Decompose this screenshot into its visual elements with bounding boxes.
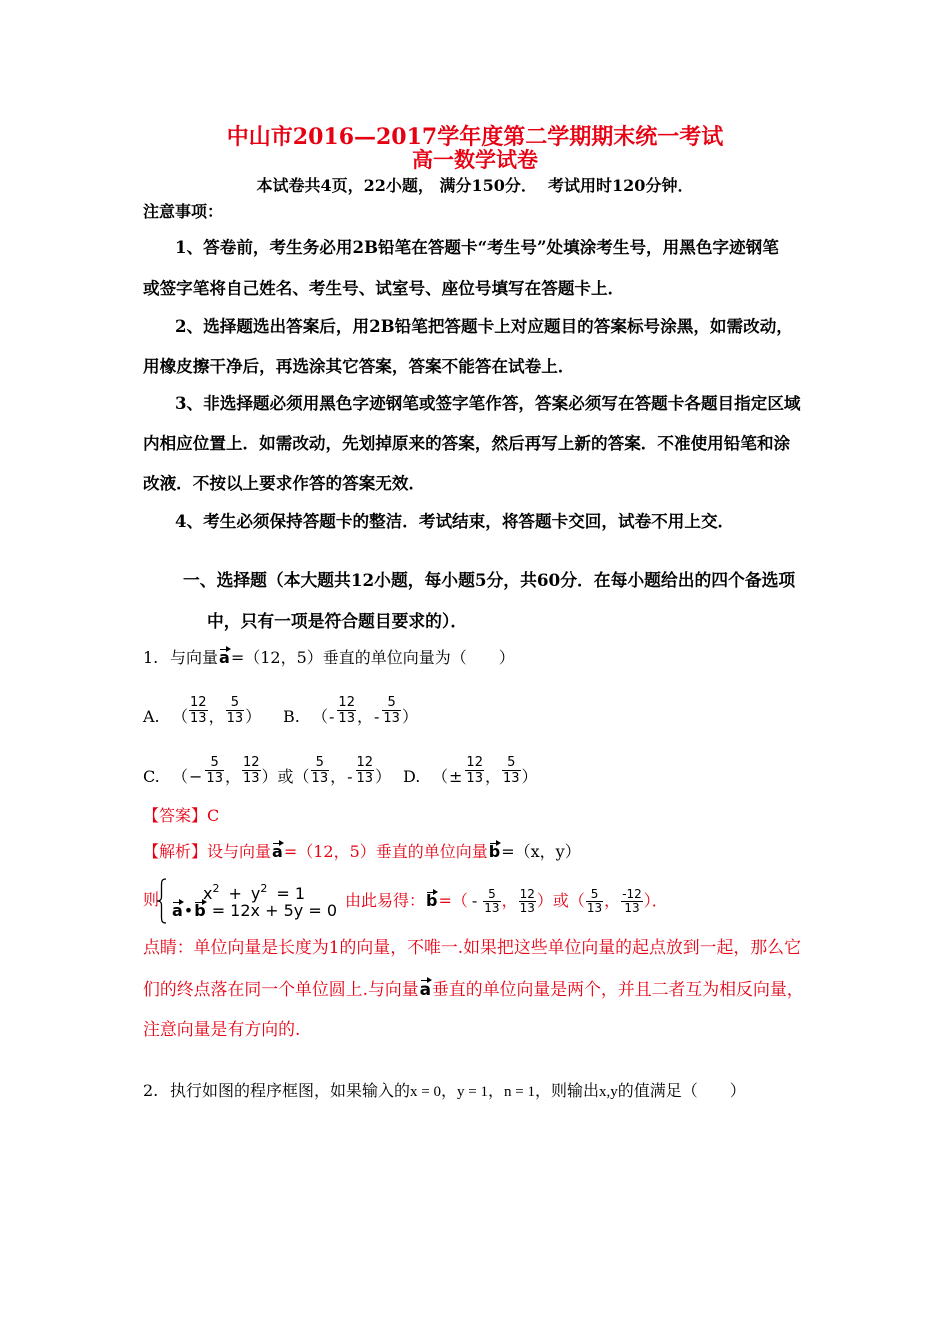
exponent: 2 [260, 882, 268, 895]
paren-close: ） [401, 707, 418, 726]
comma: ， [224, 767, 241, 786]
answer-value: C [207, 806, 220, 825]
denominator: 13 [502, 771, 520, 786]
numerator: -12 [622, 887, 642, 901]
paren-close: ） [375, 767, 392, 786]
numerator: 5 [226, 695, 245, 711]
paren-open: （ [172, 767, 189, 786]
comma: ， [604, 891, 621, 910]
minus-sign: - [329, 707, 335, 726]
option-a [143, 695, 262, 726]
numerator: 12 [356, 755, 374, 770]
fraction [205, 755, 224, 786]
comma: ， [484, 767, 501, 786]
exponent: 2 [212, 882, 220, 895]
stem-text: ，则输出 [534, 1081, 599, 1100]
var-y: y [250, 884, 261, 903]
fraction [465, 755, 484, 786]
stem-text: 与向量 [170, 648, 219, 667]
section-heading-continued: 中，只有一项是符合题目要求的）． [207, 611, 468, 631]
paren-close: ） [521, 767, 538, 786]
denominator: 13 [624, 901, 640, 915]
question-2-stem [143, 1079, 746, 1103]
input-y: y = 1 [457, 1084, 488, 1100]
denominator: 13 [338, 711, 355, 726]
option-label: B. [283, 707, 300, 726]
output-vars: x,y [598, 1084, 618, 1100]
derive-text: 由此易得： [345, 891, 426, 910]
analysis-formula: =（x，y） [501, 842, 581, 861]
fraction [621, 888, 643, 915]
equation-system [143, 875, 343, 925]
analysis-result [345, 887, 668, 915]
denominator: 13 [586, 901, 603, 915]
paren-open: （ [432, 767, 449, 786]
numerator: 12 [519, 887, 535, 901]
fraction [382, 695, 401, 726]
denominator: 13 [484, 901, 500, 915]
denominator: 13 [519, 901, 535, 915]
notice-line: 3、非选择题必须用黑色字迹钢笔或签字笔作答，答案必须写在答题卡各题目指定区域 [175, 393, 801, 413]
fraction [356, 755, 375, 786]
denominator: 13 [190, 711, 207, 726]
input-n: n = 1 [503, 1084, 535, 1100]
paren-close: ）． [643, 891, 668, 910]
numerator: 5 [502, 755, 521, 771]
equation-1 [202, 878, 305, 903]
equations [168, 878, 340, 922]
option-d [403, 755, 538, 786]
fraction [226, 695, 245, 726]
input-x: x = 0 [410, 1084, 441, 1100]
minus-sign: - [373, 707, 380, 726]
numerator: 5 [382, 695, 401, 711]
brace-path [157, 879, 166, 923]
option-c [143, 755, 392, 786]
analysis-label: 【解析】 [143, 842, 208, 861]
numerator: 5 [586, 888, 603, 902]
notice-line: 内相应位置上．如需改动，先划掉原来的答案，然后再写上新的答案．不准使用铅笔和涂 [143, 433, 791, 453]
dot-operator: • [183, 901, 194, 920]
vector-b: b [426, 891, 438, 910]
fraction [189, 695, 208, 726]
exam-info: 本试卷共4页，22小题， 满分150分． 考试用时120分钟． [256, 176, 694, 195]
option-label: C. [143, 767, 160, 786]
or-connector: ）或（ [536, 891, 585, 910]
notice-line: 用橡皮擦干净后，再选涂其它答案，答案不能答在试卷上． [143, 356, 575, 376]
vector-a: a [419, 979, 432, 999]
tip-line: 注意向量是有方向的. [143, 1019, 301, 1039]
equation-2 [171, 900, 337, 922]
analysis-text: =（12，5）垂直的单位向量 [283, 842, 488, 861]
vector-b: b [488, 842, 501, 861]
comma: ， [330, 767, 347, 786]
paren-open: （ [312, 707, 329, 726]
denominator: 13 [383, 711, 400, 726]
paren-open: =（ [438, 891, 468, 910]
tip-line [143, 977, 804, 1001]
question-number: 2. [143, 1081, 159, 1100]
tip-text: 们的终点落在同一个单位圆上.与向量 [143, 979, 419, 999]
comma: ， [501, 891, 518, 910]
numerator: 12 [466, 755, 483, 770]
fraction [502, 755, 521, 786]
vector-a: a [172, 901, 183, 920]
tip-text: 垂直的单位向量是两个，并且二者互为相反向量， [432, 979, 804, 999]
minus-sign: − [189, 767, 203, 786]
stem-text: 的值满足（ ） [617, 1081, 746, 1100]
equation-rhs: = 12x + 5y = 0 [211, 901, 337, 920]
comma: ， [356, 707, 373, 726]
fraction [242, 755, 261, 786]
minus-sign: - [471, 891, 478, 910]
answer-label: 【答案】 [143, 806, 208, 825]
comma: ， [487, 1081, 504, 1100]
minus-sign: - [347, 767, 353, 786]
numerator: 5 [483, 888, 500, 902]
vector-a: a [219, 648, 230, 667]
fraction [483, 888, 500, 915]
notice-line: 2、选择题选出答案后，用2B铅笔把答题卡上对应题目的答案标号涂黑，如需改动， [175, 316, 793, 336]
plus-operator: + [228, 884, 242, 903]
option-b [283, 695, 418, 726]
numerator: 12 [190, 695, 207, 710]
fraction [519, 888, 536, 915]
fraction [586, 888, 603, 915]
comma: ， [440, 1081, 457, 1100]
denominator: 13 [242, 771, 260, 786]
notice-heading: 注意事项： [143, 202, 224, 221]
left-brace-icon [156, 878, 167, 924]
denominator: 13 [226, 711, 244, 726]
or-connector: ）或（ [261, 767, 310, 786]
vector-a: a [272, 842, 283, 861]
fraction [337, 695, 356, 726]
notice-line: 或签字笔将自己姓名、考生号、试室号、座位号填写在答题卡上． [143, 278, 625, 298]
answer-line [143, 804, 219, 828]
option-label: A. [143, 707, 160, 726]
analysis-text: 设与向量 [207, 842, 272, 861]
denominator: 13 [356, 771, 374, 786]
var-x: x [202, 884, 213, 903]
numerator: 5 [205, 755, 224, 771]
numerator: 12 [338, 695, 355, 710]
stem-text: =（12，5）垂直的单位向量为（ ） [230, 648, 515, 667]
exam-title: 中山市2016—2017学年度第二学期期末统一考试 [226, 124, 724, 150]
fraction [311, 755, 330, 786]
analysis-line [143, 840, 581, 864]
stem-text: 执行如图的程序框图，如果输入的 [170, 1081, 411, 1100]
numerator: 5 [311, 755, 330, 771]
comma: ， [208, 707, 225, 726]
equation-rhs: = 1 [276, 884, 305, 903]
question-number: 1. [143, 648, 159, 667]
plus-minus-sign: ± [449, 767, 463, 786]
denominator: 13 [466, 771, 483, 786]
question-1-stem [143, 646, 515, 670]
then-word: 则 [143, 890, 160, 909]
notice-line: 改液．不按以上要求作答的答案无效． [143, 473, 426, 493]
section-heading: 一、选择题（本大题共12小题，每小题5分，共60分．在每小题给出的四个备选项 [183, 570, 796, 590]
paren-close: ） [245, 707, 262, 726]
exam-subtitle: 高一数学试卷 [412, 147, 538, 172]
denominator: 13 [206, 771, 223, 786]
denominator: 13 [311, 771, 329, 786]
notice-line: 4、考生必须保持答题卡的整洁．考试结束，将答题卡交回，试卷不用上交． [175, 511, 735, 531]
notice-line: 1、答卷前，考生务必用2B铅笔在答题卡“考生号”处填涂考生号，用黑色字迹钢笔 [175, 237, 779, 257]
option-label: D. [403, 767, 421, 786]
tip-line: 点睛：单位向量是长度为1的向量，不唯一.如果把这些单位向量的起点放到一起，那么它 [143, 937, 801, 957]
vector-b: b [194, 901, 206, 920]
paren-open: （ [172, 707, 189, 726]
numerator: 12 [242, 755, 260, 770]
